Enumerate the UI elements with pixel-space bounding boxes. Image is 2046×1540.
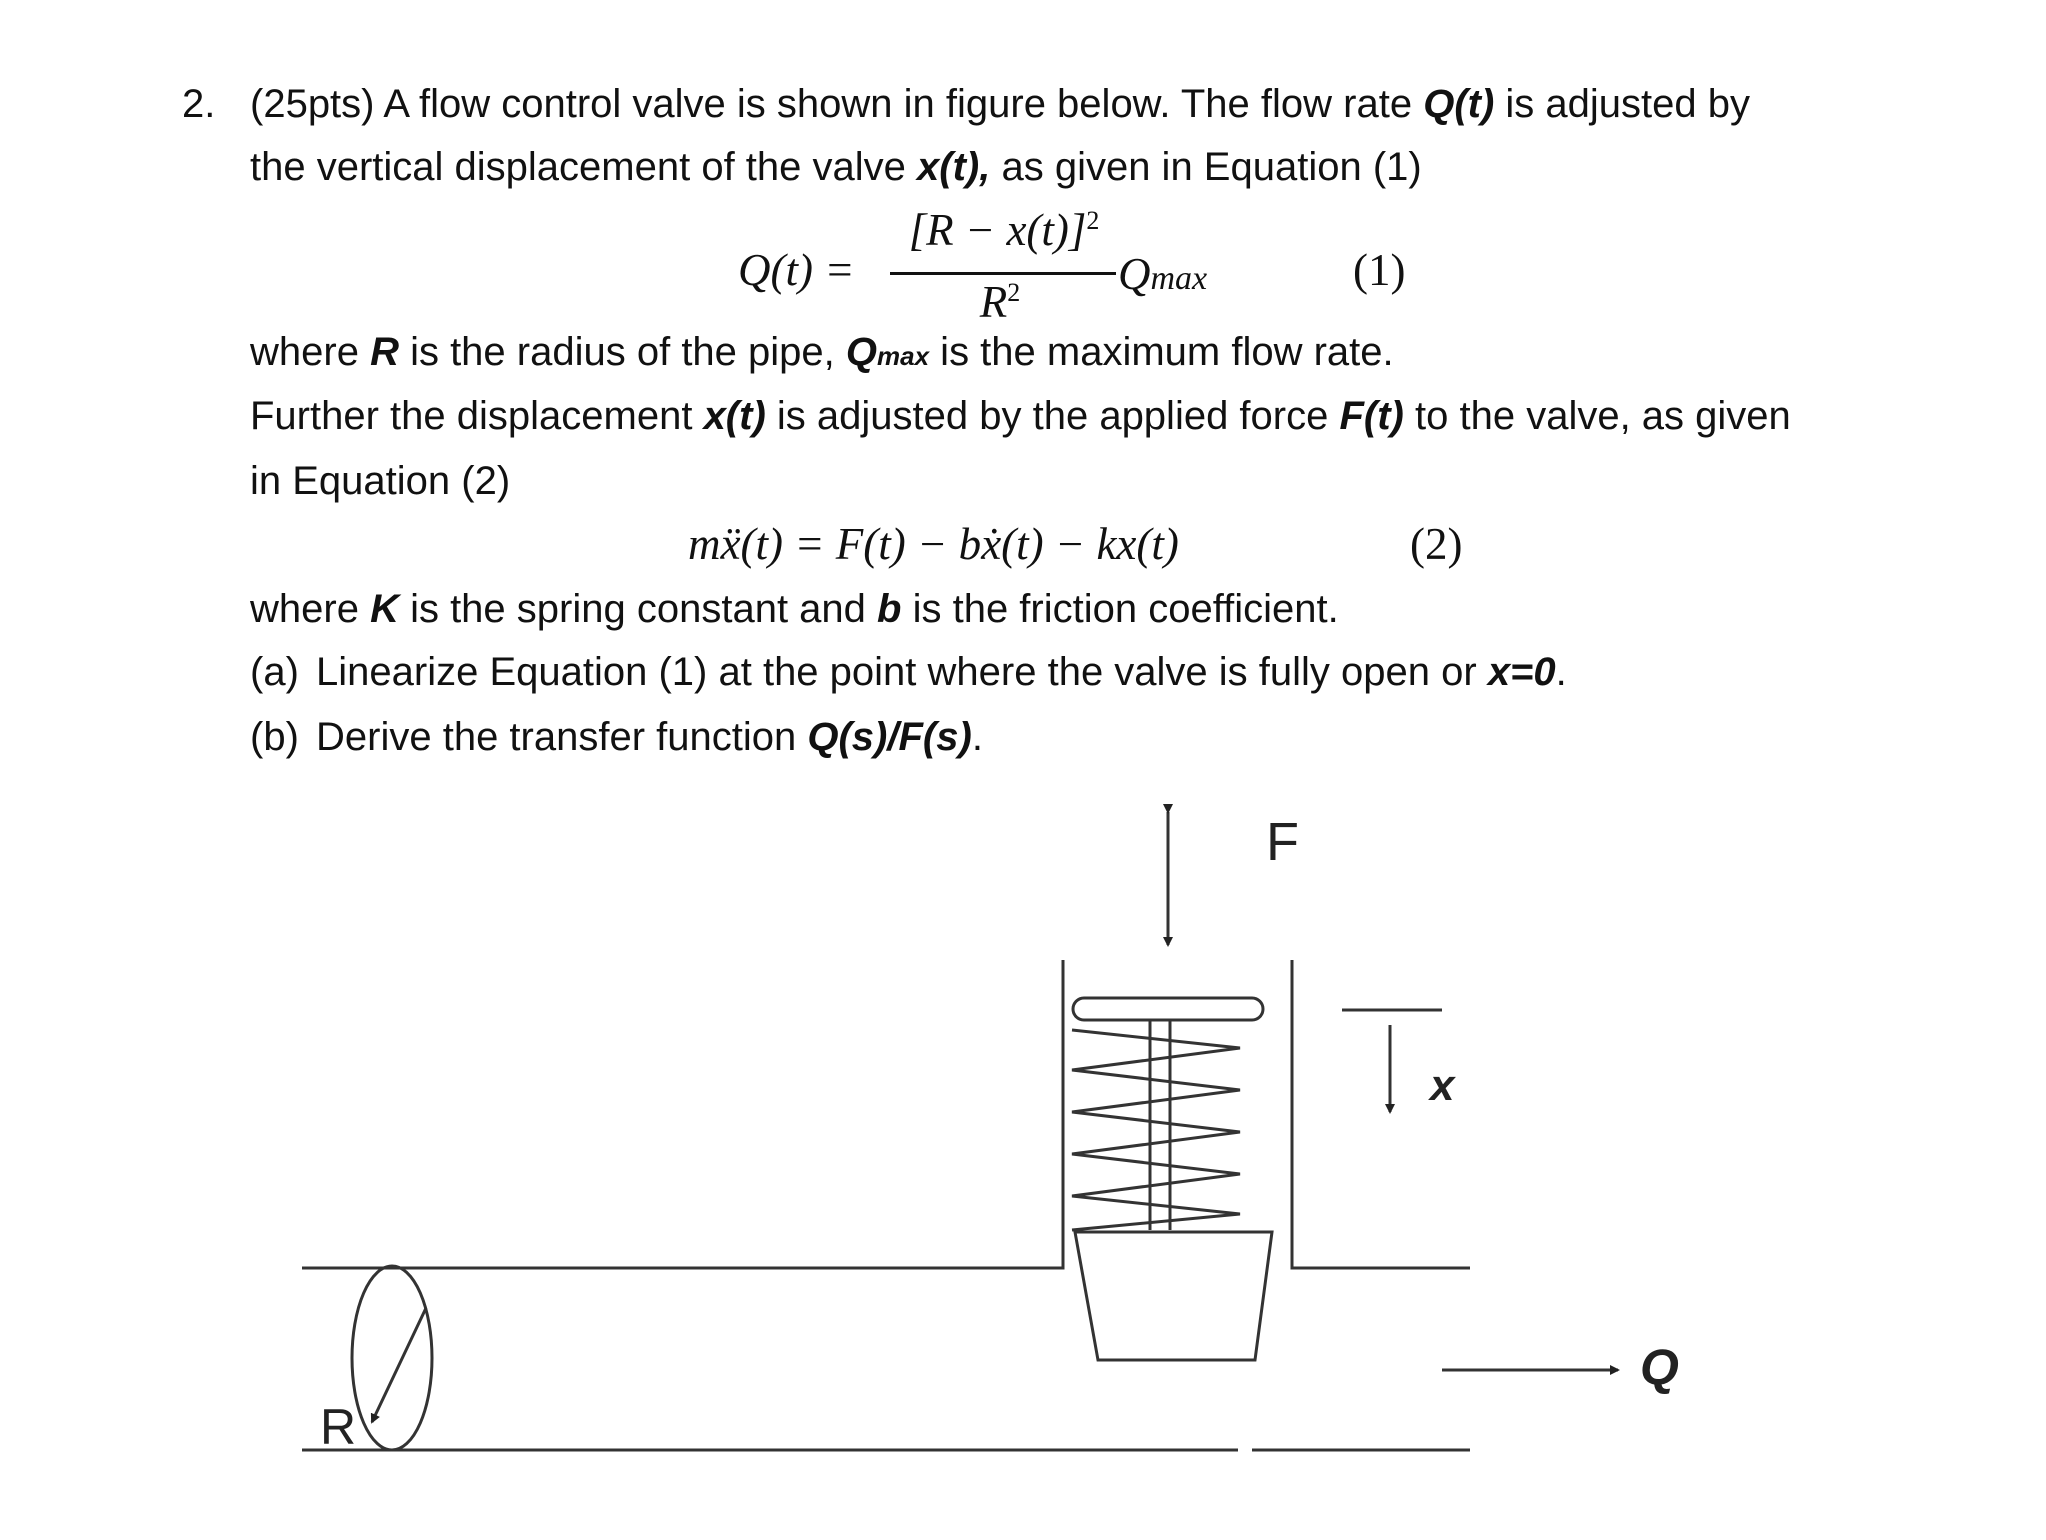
further-line-1: Further the displacement x(t) is adjusted by the applied force F(t) to the valve, as given bbox=[250, 394, 1791, 438]
problem-statement-line-1: (25pts) A flow control valve is shown in figure below. The flow rate Q(t) is adjusted by bbox=[250, 82, 1750, 126]
eq1-numerator: $[R - x(t)]^2$ bbox=[908, 205, 1100, 255]
part-b: (b) Derive the transfer function Q(s)/F(s). bbox=[250, 715, 983, 759]
eq1-lhs: Q(t) = bbox=[738, 245, 855, 295]
problem-statement-line-2: the vertical displacement of the valve x(t), as given in Equation (1) bbox=[250, 145, 1422, 189]
eq2-label: (2) bbox=[1410, 519, 1463, 569]
where-line-1: where R is the radius of the pipe, Qmax is the maximum flow rate. bbox=[250, 330, 1394, 374]
eq2: mẍ(t) = F(t) − bẋ(t) − kx(t) bbox=[688, 519, 1179, 569]
valve-cap bbox=[1073, 998, 1263, 1020]
eq1-denominator: $R^2$ bbox=[979, 277, 1021, 327]
pipe-cross-section bbox=[352, 1266, 432, 1450]
spring-icon bbox=[1072, 1030, 1240, 1230]
points: (25pts) bbox=[250, 82, 375, 126]
where-line-2: where K is the spring constant and b is the friction coefficient. bbox=[250, 587, 1339, 631]
housing-right-wall bbox=[1292, 960, 1470, 1268]
force-label: F bbox=[1266, 812, 1299, 872]
valve-plug bbox=[1075, 1232, 1272, 1360]
flow-label: Q bbox=[1640, 1339, 1679, 1395]
x-label: x bbox=[1430, 1061, 1455, 1110]
eq1-label: (1) bbox=[1353, 245, 1406, 295]
radius-label: R bbox=[320, 1399, 357, 1455]
problem-number: 2. bbox=[182, 82, 216, 126]
var-Qt: Q(t) bbox=[1423, 82, 1495, 126]
part-a: (a) Linearize Equation (1) at the point where the valve is fully open or x=0. bbox=[250, 650, 1567, 694]
further-line-2: in Equation (2) bbox=[250, 459, 511, 503]
radius-arrow bbox=[372, 1308, 426, 1422]
eq1-qmax: Qmax bbox=[1118, 249, 1208, 299]
housing-left-wall bbox=[302, 960, 1063, 1268]
var-xt: x(t), bbox=[917, 145, 991, 189]
